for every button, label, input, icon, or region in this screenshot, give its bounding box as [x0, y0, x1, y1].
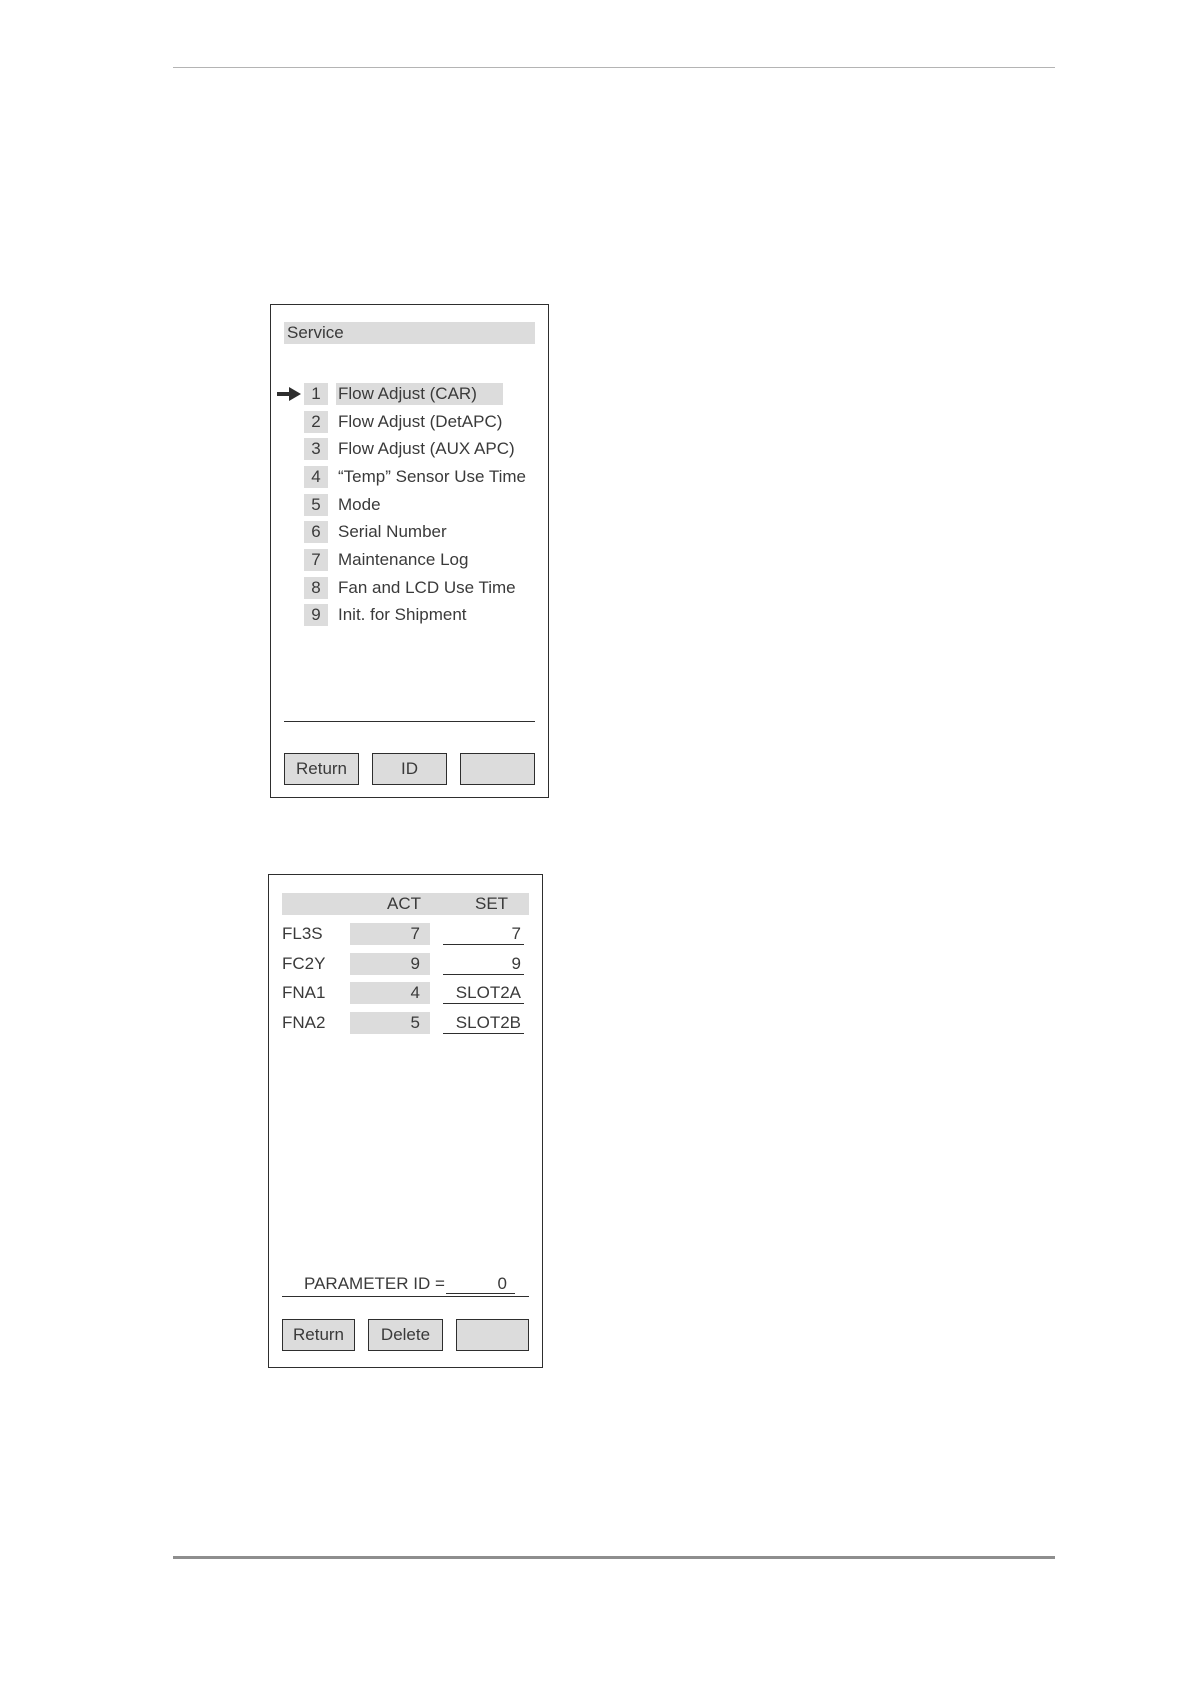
parameter-id-screen [268, 874, 543, 1368]
parameter-id-line [282, 1273, 529, 1297]
set-value-field[interactable]: SLOT2B [443, 1012, 524, 1034]
set-value-field[interactable]: SLOT2A [443, 982, 524, 1004]
column-header-set: SET [475, 894, 509, 913]
act-value: 5 [350, 1012, 430, 1034]
delete-button[interactable]: Delete [368, 1319, 443, 1351]
set-value-field[interactable]: 7 [443, 923, 524, 945]
divider [284, 721, 535, 722]
table-header [282, 893, 529, 915]
row-name: FC2Y [282, 954, 326, 973]
service-screen [270, 304, 549, 798]
table-row [269, 982, 542, 1004]
act-value: 9 [350, 953, 430, 975]
menu-item-label: Flow Adjust (CAR) [336, 383, 503, 405]
menu-item-temp-sensor-use-time[interactable] [271, 466, 548, 488]
parameter-id-label: PARAMETER ID = [304, 1274, 445, 1293]
menu-item-flow-adjust-aux-apc[interactable] [271, 438, 548, 460]
menu-item-number: 8 [304, 577, 328, 599]
menu-item-number: 3 [304, 438, 328, 460]
menu-item-fan-lcd-use-time[interactable] [271, 577, 548, 599]
menu-item-label: Serial Number [338, 522, 447, 541]
menu-item-label: Mode [338, 495, 381, 514]
screen-title: Service [284, 322, 535, 344]
row-name: FL3S [282, 924, 323, 943]
menu-item-label: Fan and LCD Use Time [338, 578, 516, 597]
page-top-rule [173, 67, 1055, 68]
menu-item-label: Init. for Shipment [338, 605, 467, 624]
table-row [269, 953, 542, 975]
row-name: FNA2 [282, 1013, 326, 1032]
act-value: 7 [350, 923, 430, 945]
menu-item-mode[interactable] [271, 494, 548, 516]
menu-item-number: 6 [304, 521, 328, 543]
page-bottom-rule [173, 1556, 1055, 1559]
menu-item-number: 9 [304, 604, 328, 626]
menu-item-flow-adjust-car[interactable] [271, 383, 548, 405]
menu-item-serial-number[interactable] [271, 521, 548, 543]
menu-item-number: 2 [304, 411, 328, 433]
arrow-right-icon [277, 386, 301, 402]
menu-item-maintenance-log[interactable] [271, 549, 548, 571]
menu-item-label: Flow Adjust (DetAPC) [338, 412, 503, 431]
column-header-act: ACT [387, 894, 421, 913]
table-row [269, 1012, 542, 1034]
menu-item-init-for-shipment[interactable] [271, 604, 548, 626]
id-button[interactable]: ID [372, 753, 447, 785]
menu-item-number: 4 [304, 466, 328, 488]
menu-item-number: 5 [304, 494, 328, 516]
return-button[interactable]: Return [284, 753, 359, 785]
parameter-id-field[interactable]: 0 [446, 1273, 515, 1294]
menu-item-number: 1 [304, 383, 328, 405]
menu-item-label: Maintenance Log [338, 550, 469, 569]
set-value-field[interactable]: 9 [443, 953, 524, 975]
table-row [269, 923, 542, 945]
menu-item-label: Flow Adjust (AUX APC) [338, 439, 515, 458]
row-name: FNA1 [282, 983, 326, 1002]
act-value: 4 [350, 982, 430, 1004]
menu-item-flow-adjust-detapc[interactable] [271, 411, 548, 433]
blank-button[interactable] [456, 1319, 529, 1351]
menu-item-number: 7 [304, 549, 328, 571]
return-button[interactable]: Return [282, 1319, 355, 1351]
blank-button[interactable] [460, 753, 535, 785]
menu-item-label: “Temp” Sensor Use Time [338, 467, 526, 486]
